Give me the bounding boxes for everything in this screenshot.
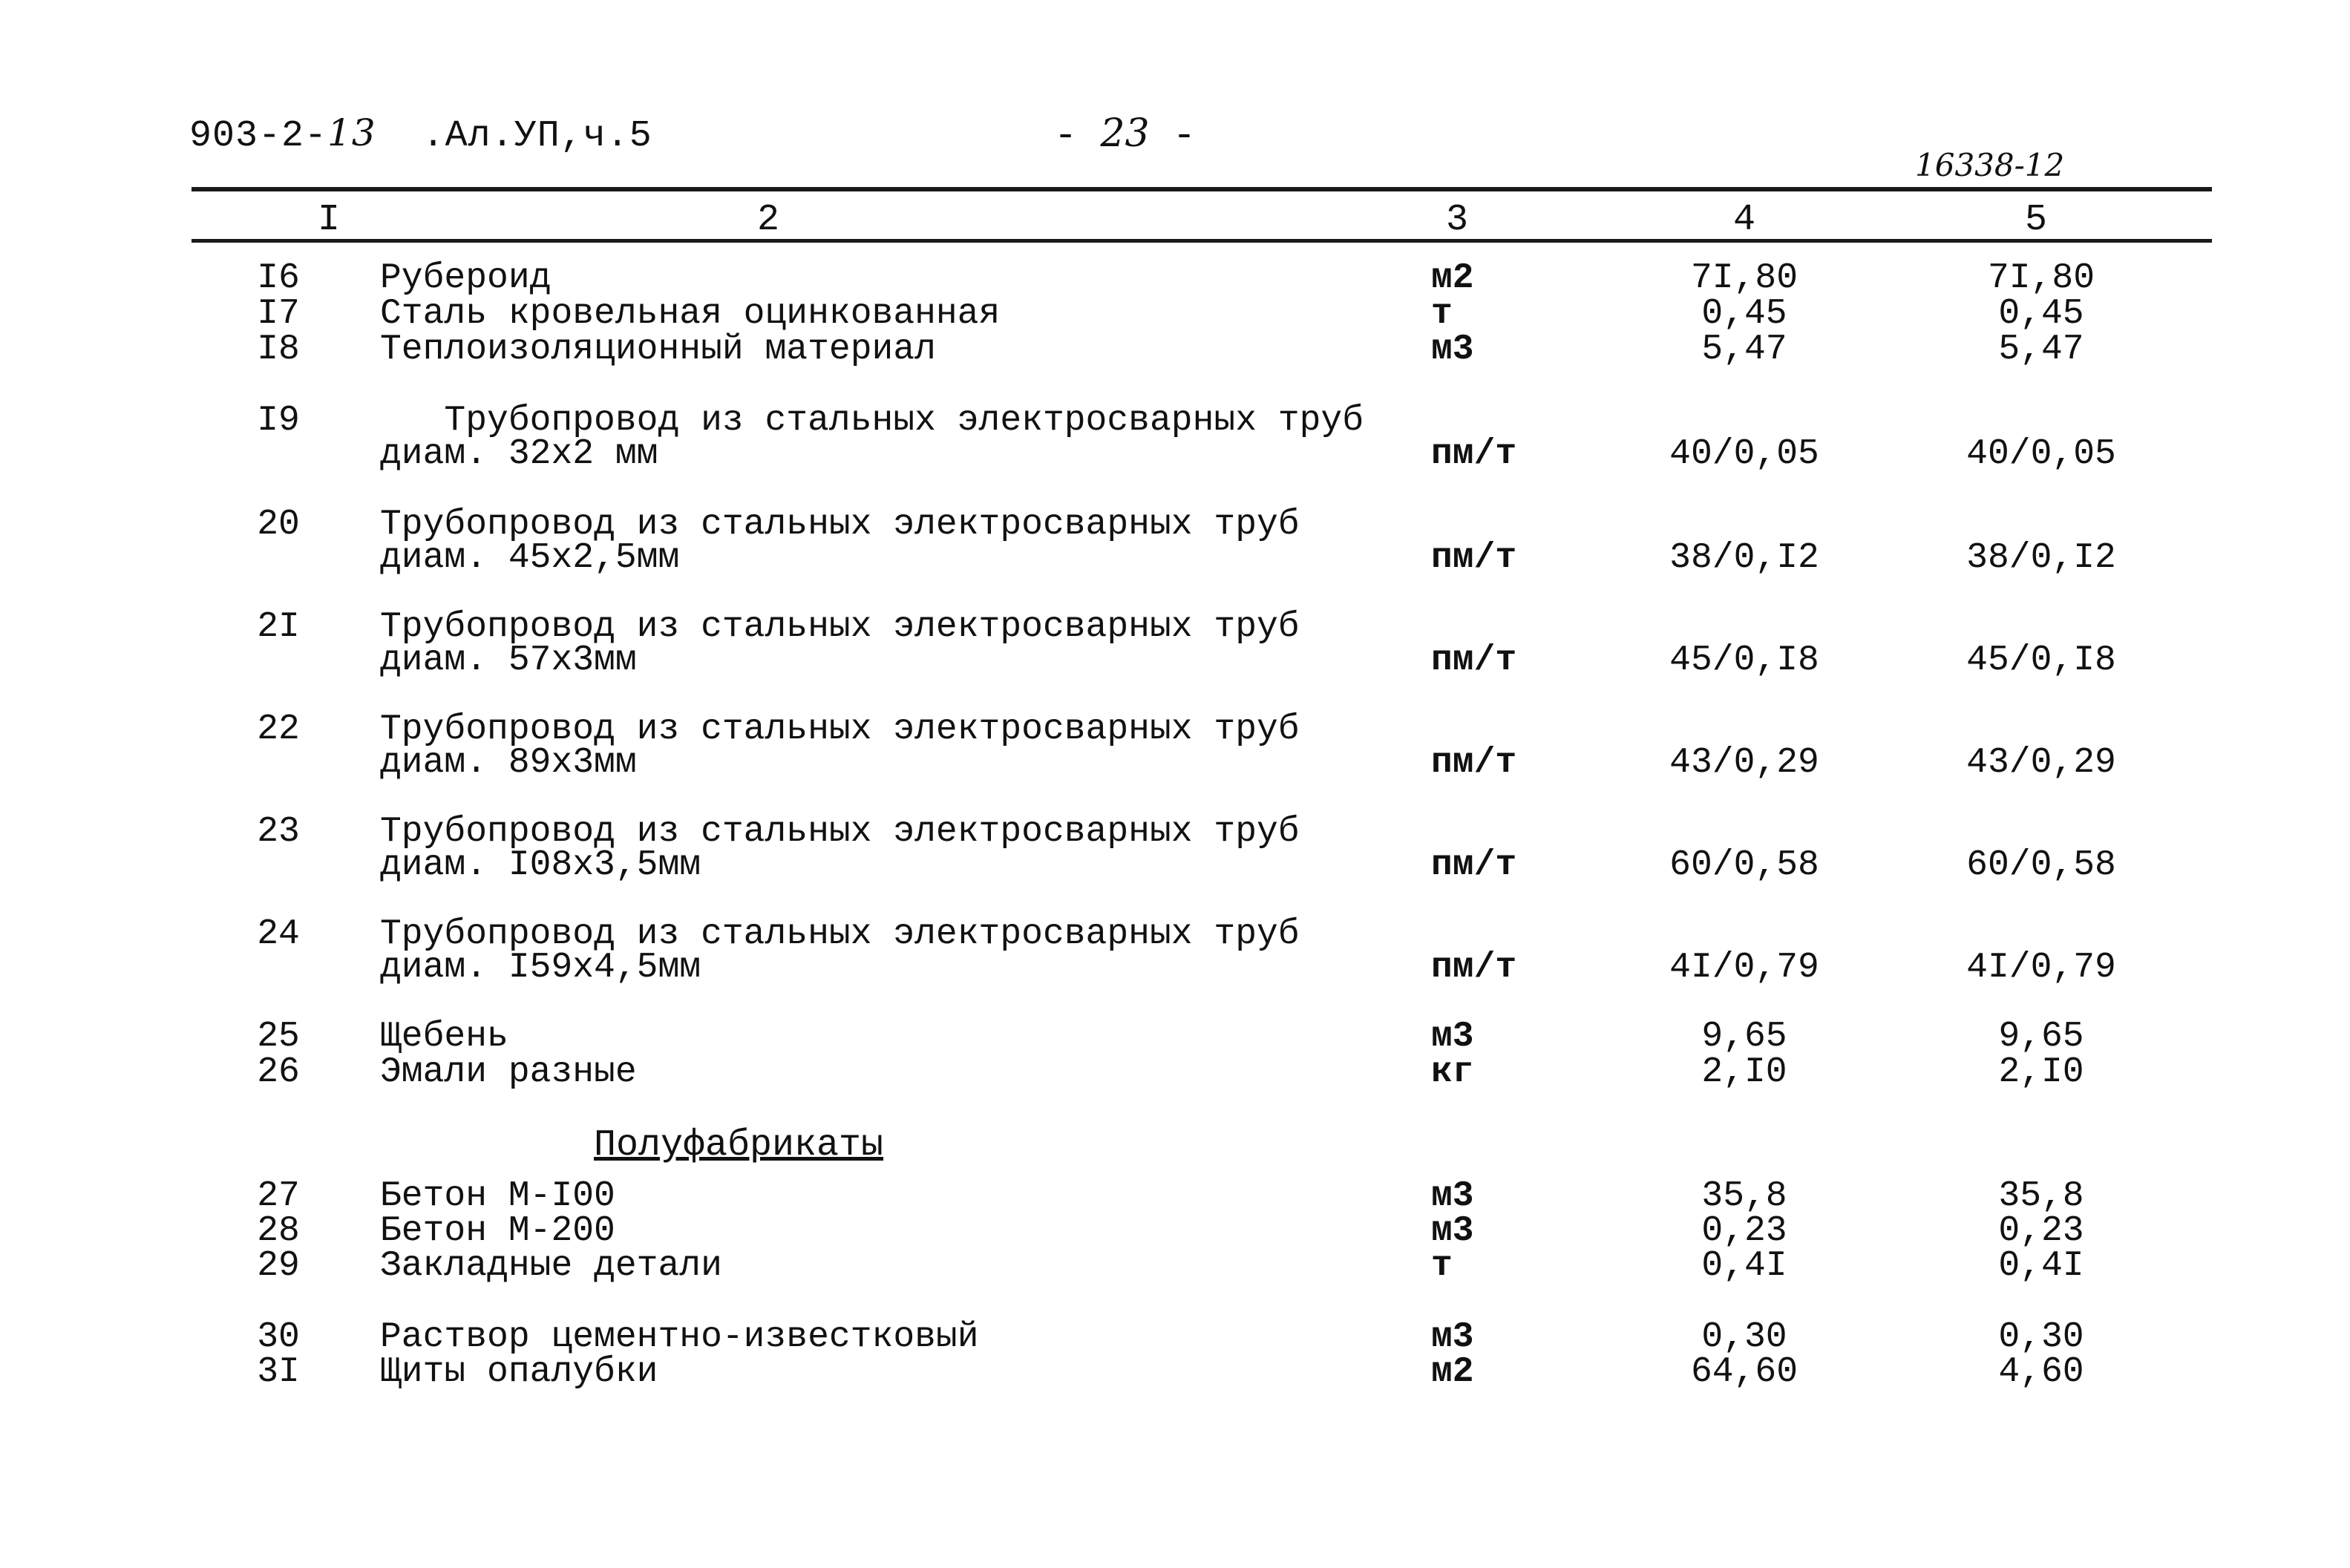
row-value-col4: 4I/0,79 bbox=[1669, 948, 1819, 988]
row-name-line2: диам. 57х3мм bbox=[380, 640, 637, 680]
row-value-col5: 0,23 bbox=[1998, 1211, 2084, 1251]
row-unit: пм/т bbox=[1431, 434, 1517, 474]
row-value-col4: 9,65 bbox=[1701, 1017, 1787, 1057]
row-value-col5: 4I/0,79 bbox=[1966, 948, 2116, 988]
section-title: Полуфабрикаты bbox=[594, 1124, 884, 1167]
row-number: 23 bbox=[257, 812, 300, 852]
row-value-col4: 0,30 bbox=[1701, 1317, 1787, 1357]
row-name: Рубероид bbox=[380, 258, 552, 298]
document-code-prefix: 903-2- bbox=[189, 115, 328, 157]
row-value-col5: 40/0,05 bbox=[1966, 434, 2116, 474]
row-name: Раствор цементно-известковый bbox=[380, 1317, 979, 1357]
row-value-col4: 0,4I bbox=[1701, 1246, 1787, 1286]
row-unit: м3 bbox=[1431, 1176, 1474, 1216]
column-header-2: 2 bbox=[757, 199, 780, 241]
table-header-rule bbox=[192, 239, 2212, 243]
row-number: 20 bbox=[257, 505, 300, 545]
row-value-col5: 0,45 bbox=[1998, 294, 2084, 334]
row-unit: м3 bbox=[1431, 1317, 1474, 1357]
page-number: 23 bbox=[1100, 111, 1150, 156]
row-value-col5: 43/0,29 bbox=[1966, 743, 2116, 783]
row-number: 24 bbox=[257, 914, 300, 954]
row-value-col5: 38/0,I2 bbox=[1966, 538, 2116, 578]
row-name-line2: диам. 32х2 мм bbox=[380, 434, 658, 474]
row-number: 3I bbox=[257, 1352, 300, 1392]
row-unit: т bbox=[1431, 294, 1453, 334]
row-unit: м3 bbox=[1431, 329, 1474, 370]
row-unit: м2 bbox=[1431, 1352, 1474, 1392]
row-value-col4: 64,60 bbox=[1690, 1352, 1798, 1392]
row-name: Закладные детали bbox=[380, 1246, 722, 1286]
row-name: Щебень bbox=[380, 1017, 508, 1057]
row-name: Трубопровод из стальных электросварных труб bbox=[380, 607, 1300, 647]
row-number: 27 bbox=[257, 1176, 300, 1216]
row-value-col5: 45/0,I8 bbox=[1966, 640, 2116, 680]
row-value-col5: 5,47 bbox=[1998, 329, 2084, 370]
row-value-col5: 35,8 bbox=[1998, 1176, 2084, 1216]
row-name-line2: диам. 45х2,5мм bbox=[380, 538, 680, 578]
row-number: I9 bbox=[257, 401, 300, 441]
row-unit: м3 bbox=[1431, 1211, 1474, 1251]
row-value-col5: 7I,80 bbox=[1987, 258, 2095, 298]
row-value-col4: 0,23 bbox=[1701, 1211, 1787, 1251]
row-unit: т bbox=[1431, 1246, 1453, 1286]
row-name: Трубопровод из стальных электросварных труб bbox=[380, 812, 1300, 852]
row-name: Трубопровод из стальных электросварных труб bbox=[380, 401, 1364, 441]
row-name: Сталь кровельная оцинкованная bbox=[380, 294, 1001, 334]
document-part: .Ал.УП,ч.5 bbox=[422, 115, 652, 157]
row-unit: пм/т bbox=[1431, 640, 1517, 680]
column-header-1: I bbox=[318, 199, 341, 241]
row-unit: пм/т bbox=[1431, 538, 1517, 578]
row-value-col4: 35,8 bbox=[1701, 1176, 1787, 1216]
row-unit: кг bbox=[1431, 1052, 1474, 1092]
row-value-col4: 43/0,29 bbox=[1669, 743, 1819, 783]
row-unit: пм/т bbox=[1431, 743, 1517, 783]
row-value-col4: 5,47 bbox=[1701, 329, 1787, 370]
document-code-handwritten: 13 bbox=[327, 111, 376, 154]
row-name-line2: диам. I59х4,5мм bbox=[380, 948, 701, 988]
row-number: 26 bbox=[257, 1052, 300, 1092]
row-name-line2: диам. I08х3,5мм bbox=[380, 845, 701, 885]
row-name: Трубопровод из стальных электросварных труб bbox=[380, 709, 1300, 749]
row-value-col4: 60/0,58 bbox=[1669, 845, 1819, 885]
row-name: Теплоизоляционный материал bbox=[380, 329, 936, 370]
column-header-4: 4 bbox=[1733, 199, 1756, 241]
row-unit: м2 bbox=[1431, 258, 1474, 298]
stamp-number: 16338-12 bbox=[1915, 147, 2065, 183]
row-unit: пм/т bbox=[1431, 948, 1517, 988]
row-number: 29 bbox=[257, 1246, 300, 1286]
row-number: I6 bbox=[257, 258, 300, 298]
page-dash-right: - bbox=[1172, 114, 1197, 158]
row-value-col5: 9,65 bbox=[1998, 1017, 2084, 1057]
document-code bbox=[189, 111, 652, 157]
row-name: Трубопровод из стальных электросварных труб bbox=[380, 914, 1300, 954]
row-name: Эмали разные bbox=[380, 1052, 637, 1092]
row-name-line2: диам. 89х3мм bbox=[380, 743, 637, 783]
row-value-col4: 40/0,05 bbox=[1669, 434, 1819, 474]
row-name: Бетон М-200 bbox=[380, 1211, 615, 1251]
row-value-col5: 0,30 bbox=[1998, 1317, 2084, 1357]
row-number: 25 bbox=[257, 1017, 300, 1057]
row-value-col5: 60/0,58 bbox=[1966, 845, 2116, 885]
page-number-block bbox=[1054, 111, 1196, 158]
row-number: I7 bbox=[257, 294, 300, 334]
row-name: Щиты опалубки bbox=[380, 1352, 658, 1392]
row-number: 28 bbox=[257, 1211, 300, 1251]
row-value-col4: 0,45 bbox=[1701, 294, 1787, 334]
column-header-5: 5 bbox=[2025, 199, 2048, 241]
row-name: Бетон М-I00 bbox=[380, 1176, 615, 1216]
row-unit: м3 bbox=[1431, 1017, 1474, 1057]
row-unit: пм/т bbox=[1431, 845, 1517, 885]
column-header-3: 3 bbox=[1446, 199, 1469, 241]
row-value-col5: 4,60 bbox=[1998, 1352, 2084, 1392]
row-number: I8 bbox=[257, 329, 300, 370]
row-value-col4: 38/0,I2 bbox=[1669, 538, 1819, 578]
row-number: 30 bbox=[257, 1317, 300, 1357]
row-value-col4: 2,I0 bbox=[1701, 1052, 1787, 1092]
row-number: 2I bbox=[257, 607, 300, 647]
row-value-col5: 2,I0 bbox=[1998, 1052, 2084, 1092]
row-number: 22 bbox=[257, 709, 300, 749]
row-name: Трубопровод из стальных электросварных труб bbox=[380, 505, 1300, 545]
row-value-col4: 7I,80 bbox=[1690, 258, 1798, 298]
table-top-rule bbox=[192, 187, 2212, 191]
page-dash-left: - bbox=[1054, 114, 1078, 158]
row-value-col4: 45/0,I8 bbox=[1669, 640, 1819, 680]
row-value-col5: 0,4I bbox=[1998, 1246, 2084, 1286]
